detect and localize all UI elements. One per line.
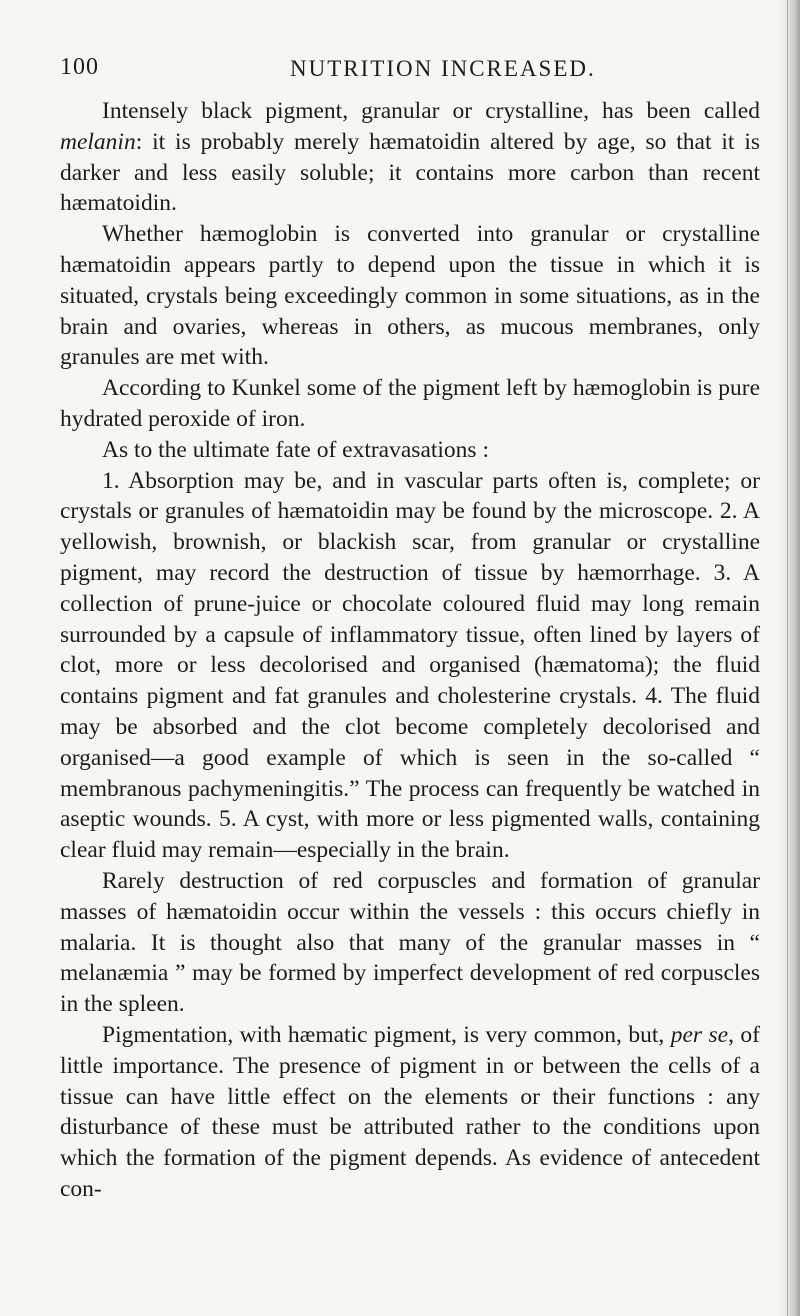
paragraph-vessel-destruction: Rarely destruction of red corpuscles and formation of granular masses of hæmatoidin occur within the vessels : this occurs chiefly in malaria. It is thought also that many of the granular masses in “ melanæmia ” may be formed by imperfect development of red corpuscles in the spleen.	[60, 867, 760, 1018]
page-number: 100	[60, 54, 99, 80]
running-title: NUTRITION INCREASED.	[290, 56, 596, 81]
page-header	[60, 50, 760, 90]
page-edge-shadow	[778, 0, 800, 1316]
page-edge-line	[787, 0, 788, 1316]
paragraph-kunkel: According to Kunkel some of the pigment left by hæmoglobin is pure hydrated peroxide of iron.	[60, 375, 760, 432]
paragraph-pigmentation	[60, 1020, 760, 1205]
paragraph-extravasations-list: 1. Absorption may be, and in vascular parts often is, complete; or crystals or granules of hæmatoidin may be found by the microscope. 2. A yellowish, brownish, or blackish scar, from granular or crystalline pigment, may record the destruction of tissue by hæmorrhage. 3. A collection of prune-juice or chocolate coloured fluid may long remain surrounded by a capsule of inflammatory tissue, often lined by layers of clot, more or less decolorised and organised (hæmatoma); the fluid contains pigment and fat granules and cholesterine crystals. 4. The fluid may be absorbed and the clot become completely decolorised and organised—a good example of which is seen in the so-called “ membranous pachymeningitis.” The process can frequently be watched in aseptic wounds. 5. A cyst, with more or less pigmented walls, containing clear fluid may remain—especially in the brain.	[60, 467, 760, 864]
paragraph-melanin-text-end: : it is probably merely hæmatoidin altered by age, so that it is darker and less easily soluble; it contains more carbon than recent hæmatoidin.	[60, 128, 760, 217]
term-melanin: melanin	[60, 128, 136, 155]
paragraph-pigmentation-text-end: , of little importance. The presence of pigment in or between the cells of a tissue can have little effect on the elements or their functions : any disturbance of these must be attributed rather to the conditions upon which the formation of the pigment depends. As evidence of antecedent con-	[60, 1021, 760, 1202]
paragraph-pigmentation-text-start: Pigmentation, with hæmatic pigment, is very common, but,	[102, 1021, 671, 1048]
paragraph-melanin-text-start: Intensely black pigment, granular or crystalline, has been called	[102, 98, 760, 124]
body-text	[60, 96, 760, 1205]
paragraph-haemoglobin-conversion: Whether hæmoglobin is converted into granular or crystalline hæmatoidin appears partly to depend upon the tissue in which it is situated, crystals being exceedingly common in some situations, as in the brain and ovaries, whereas in others, as mucous membranes, only granules are met with.	[60, 221, 760, 371]
paragraph-melanin	[60, 96, 760, 219]
paragraph-extravasations-intro: As to the ultimate fate of extravasations :	[102, 436, 489, 463]
term-per-se: per se	[670, 1021, 729, 1048]
